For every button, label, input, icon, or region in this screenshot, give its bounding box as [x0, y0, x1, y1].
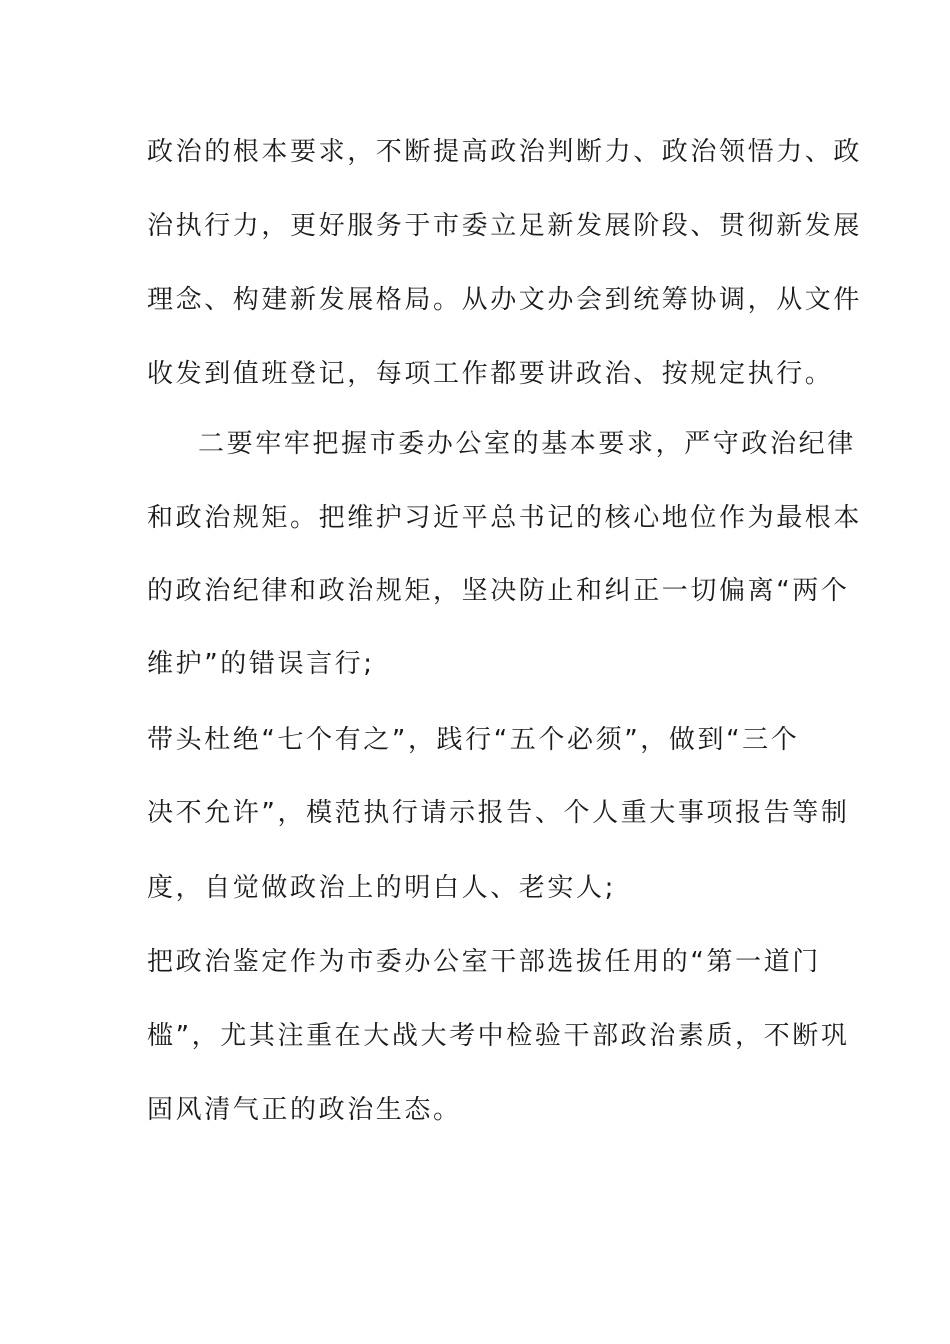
text-line: 理念、构建新发展格局。从办文办会到统筹协调，从文件	[147, 285, 863, 315]
paragraph-start-line: 二要牢牢把握市委办公室的基本要求，严守政治纪律	[198, 429, 856, 459]
text-line: 带头杜绝“七个有之”，践行“五个必须”，做到“三个	[147, 725, 800, 755]
text-line: 和政治规矩。把维护习近平总书记的核心地位作为最根本	[147, 503, 863, 533]
text-line: 维护”的错误言行;	[147, 649, 375, 679]
text-line: 政治的根本要求，不断提高政治判断力、政治领悟力、政	[147, 137, 863, 167]
text-line: 的政治纪律和政治规矩，坚决防止和纠正一切偏离“两个	[147, 576, 850, 606]
text-line: 治执行力，更好服务于市委立足新发展阶段、贯彻新发展	[147, 211, 863, 241]
text-line: 度，自觉做政治上的明白人、老实人;	[147, 873, 616, 903]
text-line: 槛”，尤其注重在大战大考中检验干部政治素质，不断巩	[147, 1021, 850, 1051]
text-line: 固风清气正的政治生态。	[147, 1095, 462, 1125]
text-line: 决不允许”，模范执行请示报告、个人重大事项报告等制	[147, 798, 850, 828]
text-line: 收发到值班登记，每项工作都要讲政治、按规定执行。	[147, 359, 834, 389]
text-line: 把政治鉴定作为市委办公室干部选拔任用的“第一道门	[147, 947, 821, 977]
